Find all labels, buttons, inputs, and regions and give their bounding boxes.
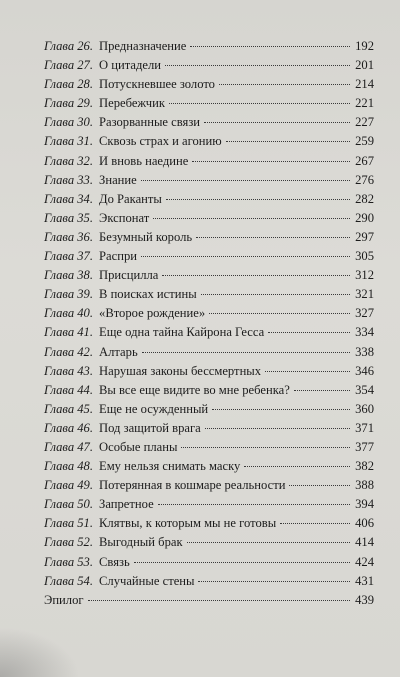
toc-chapter-number: Глава 34. [44,191,94,206]
toc-entry [44,457,374,476]
toc-entry [44,533,374,552]
toc-entry [44,37,374,56]
toc-page-number: 276 [355,172,374,187]
dot-leader [169,103,350,104]
toc-chapter-number: Глава 42. [44,344,94,359]
toc-entry [44,228,374,247]
toc-chapter-title: Потерянная в кошмаре реальности [99,478,286,493]
toc-chapter-title: Потускневшее золото [99,77,215,92]
toc-page-number: 227 [355,115,374,130]
dot-leader [190,46,350,47]
toc-page-number: 267 [355,153,374,168]
toc-chapter-title: Вы все еще видите во мне ребенка? [99,382,290,397]
toc-chapter-title: Сквозь страх и агонию [99,134,222,149]
toc-chapter-number: Глава 49. [44,478,94,493]
toc-page-number: 338 [355,344,374,359]
toc-chapter-number: Глава 43. [44,363,94,378]
toc-chapter-title: Безумный король [99,229,193,244]
toc-page-number: 305 [355,249,374,264]
toc-page-number: 431 [355,573,374,588]
dot-leader [181,447,350,448]
toc-chapter-title: «Второе рождение» [99,306,206,321]
toc-chapter-number: Глава 48. [44,459,94,474]
toc-chapter-title: И вновь наедине [99,153,189,168]
toc-chapter-title: Разорванные связи [99,115,201,130]
toc-page-number: 354 [355,382,374,397]
toc-entry [44,553,374,572]
dot-leader [265,371,350,372]
toc-entry [44,362,374,381]
dot-leader [162,275,350,276]
toc-chapter-number: Глава 36. [44,229,94,244]
toc-chapter-number: Глава 28. [44,77,94,92]
toc-chapter-title: В поисках истины [99,287,197,302]
toc-chapter-title: О цитадели [99,58,162,73]
toc-page-number: 377 [355,439,374,454]
toc-page-number: 259 [355,134,374,149]
toc-chapter-number: Глава 52. [44,535,94,550]
toc-page-number: 290 [355,210,374,225]
dot-leader [209,313,350,314]
toc-chapter-number: Глава 51. [44,516,94,531]
dot-leader [88,600,350,601]
corner-shadow [0,627,80,677]
toc-chapter-number: Глава 38. [44,268,94,283]
dot-leader [198,581,350,582]
toc-chapter-title: Ему нельзя снимать маску [99,459,241,474]
toc-entry [44,132,374,151]
dot-leader [134,562,350,563]
toc-entry [44,476,374,495]
toc-chapter-title: Еще одна тайна Кайрона Гесса [99,325,265,340]
toc-entry [44,438,374,457]
toc-page-number: 221 [355,96,374,111]
toc-entry [44,152,374,171]
toc-chapter-title: Алтарь [99,344,138,359]
toc-page-number: 406 [355,516,374,531]
toc-entry [44,247,374,266]
toc-chapter-number: Глава 26. [44,39,94,53]
toc-chapter-title: Нарушая законы бессмертных [99,363,262,378]
toc-chapter-title: Экспонат [99,210,150,225]
toc-page-number: 327 [355,306,374,321]
toc-chapter-number: Глава 47. [44,439,94,454]
toc-entry [44,400,374,419]
dot-leader [212,409,350,410]
toc-chapter-number: Глава 37. [44,249,94,264]
toc-page-number: 388 [355,478,374,493]
dot-leader [158,504,350,505]
table-of-contents [44,37,374,610]
toc-entry [44,266,374,285]
toc-chapter-number: Глава 45. [44,401,94,416]
toc-page-number: 192 [355,39,374,53]
toc-page-number: 346 [355,363,374,378]
dot-leader [205,428,350,429]
toc-page-number: 394 [355,497,374,512]
toc-chapter-number: Глава 39. [44,287,94,302]
toc-page-number: 414 [355,535,374,550]
toc-chapter-number: Глава 50. [44,497,94,512]
toc-entry [44,343,374,362]
dot-leader [192,161,350,162]
toc-page-number: 360 [355,401,374,416]
dot-leader [141,180,350,181]
dot-leader [280,523,350,524]
toc-chapter-number: Глава 27. [44,58,94,73]
toc-chapter-title: Распри [99,249,137,264]
toc-entry [44,171,374,190]
dot-leader [268,332,350,333]
toc-page-number: 297 [355,229,374,244]
toc-chapter-number: Глава 30. [44,115,94,130]
toc-chapter-title: Выгодный брак [99,535,183,550]
toc-chapter-title: Случайные стены [99,573,195,588]
dot-leader [219,84,350,85]
toc-chapter-number: Глава 41. [44,325,94,340]
toc-entry [44,591,374,610]
dot-leader [226,141,350,142]
toc-entry [44,209,374,228]
dot-leader [204,122,350,123]
dot-leader [294,390,350,391]
toc-chapter-title: Под защитой врага [99,420,201,435]
dot-leader [196,237,350,238]
toc-chapter-title: Присцилла [99,268,159,283]
toc-page-number: 214 [355,77,374,92]
toc-entry [44,572,374,591]
toc-page-number: 371 [355,420,374,435]
dot-leader [187,542,350,543]
dot-leader [244,466,350,467]
dot-leader [289,485,350,486]
toc-chapter-title: Эпилог [44,592,84,607]
toc-entry [44,190,374,209]
toc-chapter-number: Глава 32. [44,153,94,168]
toc-entry [44,514,374,533]
toc-page-number: 312 [355,268,374,283]
toc-chapter-number: Глава 35. [44,210,94,225]
toc-chapter-title: Еще не осужденный [99,401,209,416]
toc-page-number: 334 [355,325,374,340]
toc-chapter-title: До Раканты [99,191,162,206]
toc-chapter-number: Глава 31. [44,134,94,149]
toc-chapter-title: Предназначение [99,39,187,53]
toc-page-number: 201 [355,58,374,73]
dot-leader [141,256,350,257]
toc-chapter-number: Глава 46. [44,420,94,435]
toc-page-number: 282 [355,191,374,206]
toc-entry [44,94,374,113]
toc-entry [44,113,374,132]
toc-entry [44,75,374,94]
toc-chapter-title: Связь [99,554,130,569]
toc-chapter-title: Клятвы, к которым мы не готовы [99,516,277,531]
toc-page-number: 439 [355,592,374,607]
toc-chapter-number: Глава 29. [44,96,94,111]
toc-chapter-title: Особые планы [99,439,178,454]
toc-entry [44,381,374,400]
dot-leader [165,65,350,66]
toc-page-number: 424 [355,554,374,569]
dot-leader [142,352,350,353]
toc-chapter-title: Знание [99,172,137,187]
toc-entry [44,323,374,342]
toc-page-number: 321 [355,287,374,302]
toc-chapter-number: Глава 33. [44,172,94,187]
toc-chapter-number: Глава 40. [44,306,94,321]
dot-leader [201,294,350,295]
toc-chapter-title: Перебежчик [99,96,165,111]
toc-chapter-number: Глава 54. [44,573,94,588]
dot-leader [166,199,350,200]
toc-entry [44,419,374,438]
toc-entry [44,285,374,304]
dot-leader [153,218,350,219]
toc-entry [44,495,374,514]
toc-entry [44,304,374,323]
toc-chapter-number: Глава 44. [44,382,94,397]
toc-page-number: 382 [355,459,374,474]
toc-chapter-number: Глава 53. [44,554,94,569]
toc-entry [44,56,374,75]
toc-chapter-title: Запретное [99,497,154,512]
